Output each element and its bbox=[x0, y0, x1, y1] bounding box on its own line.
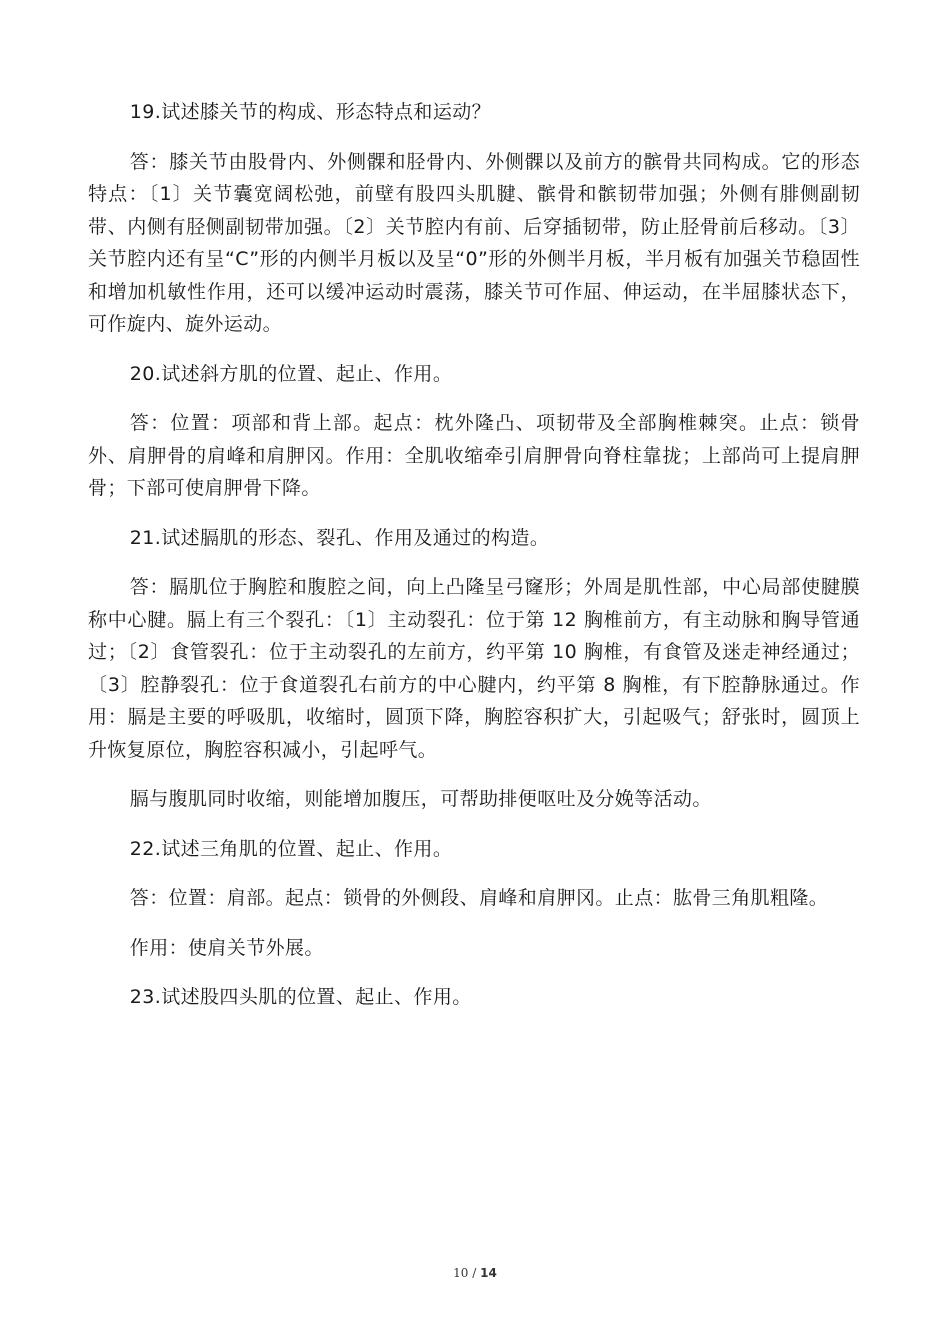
page-current: 10 bbox=[453, 1266, 469, 1280]
answer-19: 答：膝关节由股骨内、外侧髁和胫骨内、外侧髁以及前方的髌骨共同构成。它的形态特点：〔1〕关节囊宽阔松弛，前壁有股四头肌腱、髌骨和髌韧带加强；外侧有腓侧副韧带、内侧有胫侧副韧带加强。〔2〕关节腔内有前、后穿插韧带，防止胫骨前后移动。〔3〕关节腔内还有呈“C”形的内侧半月板以及呈“0”形的外侧半月板，半月板有加强关节稳固性和增加机敏性作用，还可以缓冲运动时震荡，膝关节可作屈、伸运动，在半屈膝状态下，可作旋内、旋外运动。 bbox=[88, 150, 860, 335]
answer-22-continued: 作用：使肩关节外展。 bbox=[129, 936, 324, 959]
answer-20: 答：位置：项部和背上部。起点：枕外隆凸、项韧带及全部胸椎棘突。止点：锁骨外、肩胛骨的肩峰和肩胛冈。作用：全肌收缩牵引肩胛骨向脊柱靠拢；上部尚可上提肩胛骨；下部可使肩胛骨下降。 bbox=[88, 412, 860, 499]
question-22: 22.试述三角肌的位置、起止、作用。 bbox=[129, 837, 453, 860]
question-23: 23.试述股四头肌的位置、起止、作用。 bbox=[129, 986, 472, 1008]
answer-22: 答：位置：肩部。起点：锁骨的外侧段、肩峰和肩胛冈。止点：肱骨三角肌粗隆。 bbox=[129, 887, 829, 909]
page-separator: / bbox=[468, 1266, 481, 1280]
question-20: 20.试述斜方肌的位置、起止、作用。 bbox=[129, 362, 453, 385]
answer-21: 答：膈肌位于胸腔和腹腔之间，向上凸隆呈弓窿形；外周是肌性部，中心局部使腱膜称中心腱。膈上有三个裂孔：〔1〕主动裂孔：位于第 12 胸椎前方，有主动脉和胸导管通过；〔2〕食管裂孔：位于主动裂孔的左前方，约平第 10 胸椎，有食管及迷走神经通过；〔3〕腔静裂孔：位于食道裂孔右前方的中心腱内，约平第 8 胸椎，有下腔静脉通过。作用：膈是主要的呼吸肌，收缩时，圆顶下降，胸腔容积扩大，引起吸气；舒张时，圆顶上升恢复原位，胸腔容积减小，引起呼气。 bbox=[88, 576, 860, 761]
page-total: 14 bbox=[480, 1266, 497, 1280]
question-21: 21.试述膈肌的形态、裂孔、作用及通过的构造。 bbox=[129, 526, 550, 549]
page-number bbox=[0, 1266, 950, 1280]
question-19: 19.试述膝关节的构成、形态特点和运动？ bbox=[129, 101, 492, 123]
answer-21-continued: 膈与腹肌同时收缩，则能增加腹压，可帮助排便呕吐及分娩等活动。 bbox=[129, 788, 712, 810]
document-body bbox=[88, 96, 860, 1031]
